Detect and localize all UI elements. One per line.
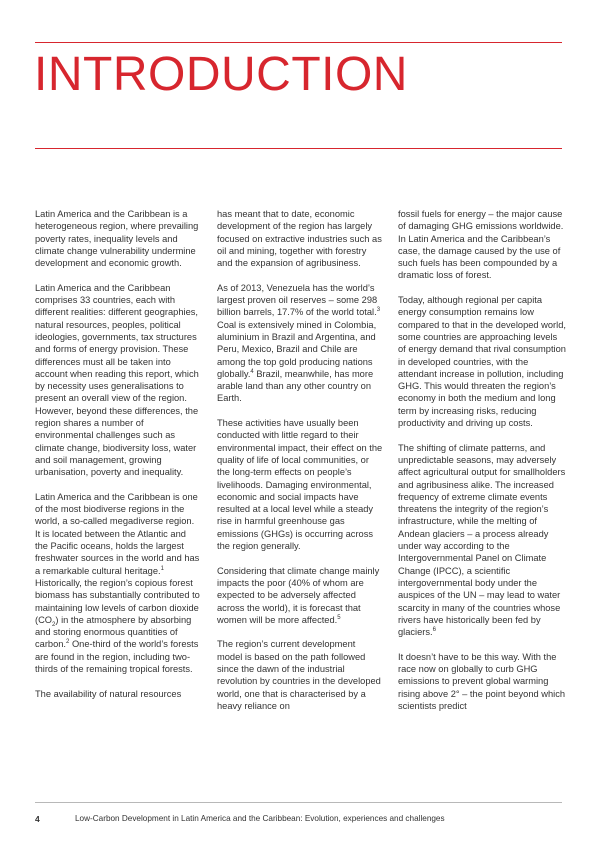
footnote-ref: 1 [160,565,164,572]
paragraph: It doesn’t have to be this way. With the race now on globally to curb GHG emissions to prevent global warming rising above 2° – the point beyond which scientists predict [398,651,566,711]
text-column-2 [217,208,383,724]
footnote-ref: 4 [250,368,254,375]
page-number: 4 [35,814,40,824]
subscript: 2 [52,621,56,628]
paragraph: Today, although regional per capita energy consumption remains low compared to that in the developed world, some countries are approaching levels of energy demand that rival consumption in developed countries, with the attendant increase in pollution, including GHG. This would threaten the region’s economy in both the medium and long term by increasing risks, reducing productivity and driving up costs. [398,295,566,429]
paragraph: The region’s current development model is based on the path followed since the dawn of the industrial revolution by countries in the developed world, one that is characterised by a heavy reliance on [217,639,381,711]
paragraph: The shifting of climate patterns, and unpredictable seasons, may adversely affect agricultural output for smallholders and agribusiness alike. The increased frequency of extreme climate events threatens the integrity of the region’s infrastructure, while the melting of Andean glaciers – a process already under way according to the Intergovernmental Panel on Climate Change (IPCC), a scientific intergovernmental body under the auspices of the UN – may lead to water scarcity in many of the countries whose rivers have historically been fed by glaciers.$^6$ [398,442,566,638]
paragraph: fossil fuels for energy – the major cause of damaging GHG emissions worldwide. In Latin America and the Caribbean’s case, the damage caused by the use of such fuels has been compounded by a dramatic loss of forest. [398,209,564,281]
footnote-ref: 5 [337,614,341,621]
paragraph: These activities have usually been conducted with little regard to their environmental impact, their effect on the quality of life of local communities, or the long-term effects on people’s livelihoods. Damaging environmental, economic and social impacts have resulted at a local level while a steady rise in harmful greenhouse gas emissions (GHGs) is occurring across the region generally. [217,418,383,552]
footnote-ref: 6 [432,627,436,633]
top-red-rule [35,42,562,43]
footer-rule [35,802,562,803]
title-underline-rule [35,148,562,149]
paragraph: Considering that climate change mainly impacts the poor (40% of whom are expected to be adversely affected across the world), it is forecast that women will be more affected.$^5$ [217,565,380,625]
text-column-3 [398,208,566,724]
running-title: Low-Carbon Development in Latin America and the Caribbean: Evolution, experiences and challenges [75,814,445,823]
paragraph: Latin America and the Caribbean is one of the most biodiverse regions in the world, a so-called megadiverse region. It is located between the Atlantic and the Pacific oceans, holds the largest freshwater sources in the world and has a remarkable cultural heritage.$^1$ Historically, the region’s copious forest biomass has substantially contributed to maintaining low levels of carbon dioxide $(CO_2)$ in the atmosphere by absorbing and storing enormous quantities of carbon.$^2$ One-third of the world’s forests are found in the region, including two-thirds of the remaining tropical forests. [35,491,200,674]
page-title: INTRODUCTION [34,48,408,101]
paragraph: As of 2013, Venezuela has the world’s largest proven oil reserves – some 298 billion barrels, 17.7% of the world total.$^3$ Coal is extensively mined in Colombia, aluminium in Brazil and Argentina, and Peru, Mexico, Brazil and Chile are among the top gold producing nations globally.$^4$ Brazil, meanwhile, has more arable land than any other country on Earth. [217,282,381,404]
text-column-1 [35,208,201,712]
paragraph: The availability of natural resources [35,688,182,699]
footnote-ref: 2 [66,639,70,646]
paragraph: Latin America and the Caribbean is a heterogeneous region, where prevailing poverty rates, inequality levels and climate change vulnerability undermine development and economic growth. [35,209,199,269]
paragraph: Latin America and the Caribbean comprises 33 countries, each with different realities: different geographies, natural resources, peoples, political ideologies, governments, tax structures and forms of energy provision. These differences must all be taken into account when reading this report, which by necessity uses generalisations to present an overall view of the region. However, beyond these differences, the region shares a number of environmental challenges such as climate change, biodiversity loss, water and soil management, growing urbanisation, poverty and inequality. [35,282,199,478]
footnote-ref: 3 [376,307,381,314]
paragraph: has meant that to date, economic development of the region has largely focused on extractive industries such as oil and mining, together with forestry and the expansion of agribusiness. [217,209,382,269]
